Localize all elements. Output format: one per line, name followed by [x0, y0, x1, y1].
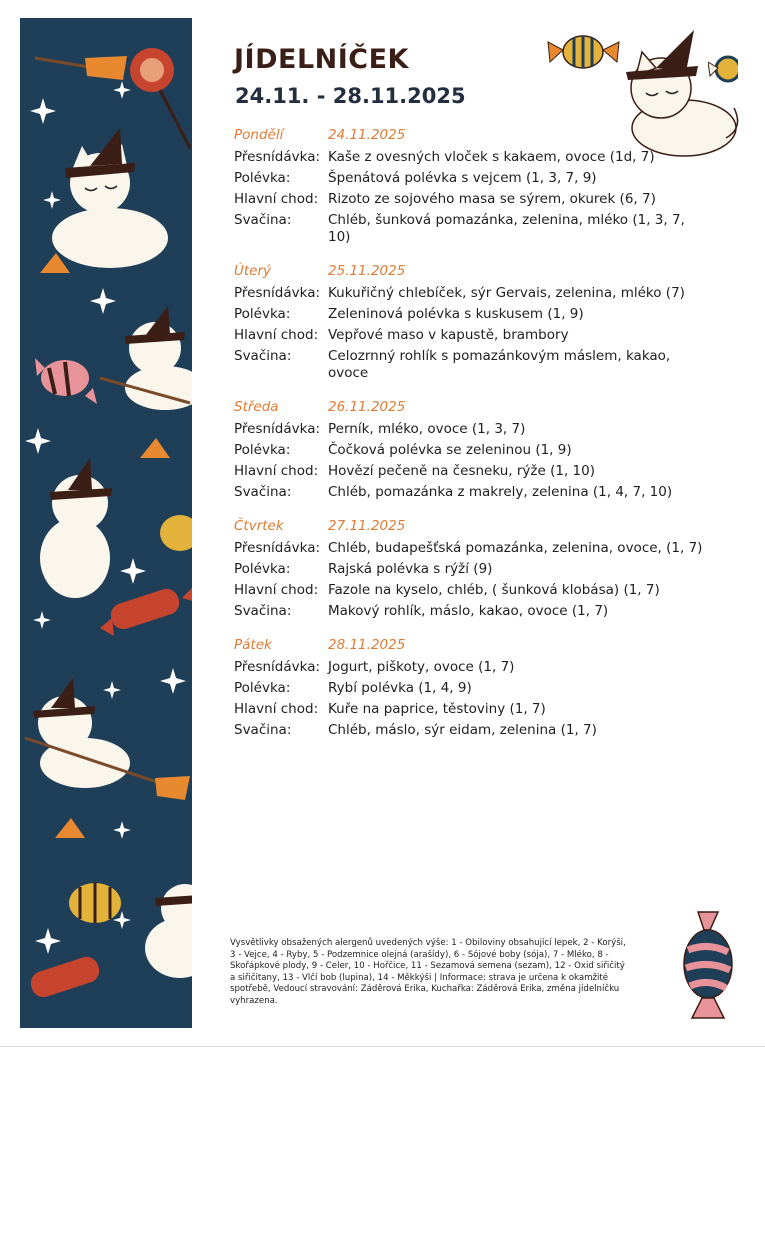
- meal-value: Chléb, šunková pomazánka, zelenina, mléko (1, 3, 7, 10): [328, 212, 685, 245]
- halloween-pattern-banner: [20, 18, 192, 1028]
- day-block: [234, 516, 704, 620]
- weekly-menu: [234, 125, 704, 754]
- meal-label: Svačina:: [234, 348, 292, 364]
- meal-row: [234, 582, 704, 599]
- meal-value: Zeleninová polévka s kuskusem (1, 9): [328, 306, 584, 322]
- meal-value: Celozrnný rohlík s pomazánkovým máslem, kakao, ovoce: [328, 348, 671, 381]
- meal-label: Přesnídávka:: [234, 659, 321, 675]
- meal-label: Hlavní chod:: [234, 191, 319, 207]
- meal-label: Svačina:: [234, 212, 292, 228]
- candy-icon: [69, 883, 121, 923]
- meal-label: Hlavní chod:: [234, 701, 319, 717]
- banner-pattern: [20, 18, 192, 1028]
- candy-icon: [100, 586, 192, 636]
- candy-corn-icon: [55, 818, 85, 838]
- meal-value: Špenátová polévka s vejcem (1, 3, 7, 9): [328, 170, 597, 186]
- day-header: [234, 397, 704, 417]
- candy-icon: [28, 954, 103, 1000]
- meal-row: [234, 212, 704, 246]
- meal-value: Rybí polévka (1, 4, 9): [328, 680, 472, 696]
- meal-label: Přesnídávka:: [234, 285, 321, 301]
- meal-value: Čočková polévka se zeleninou (1, 9): [328, 442, 572, 458]
- page-edge: [0, 1046, 765, 1047]
- meal-value: Kuře na paprice, těstoviny (1, 7): [328, 701, 546, 717]
- meal-label: Hlavní chod:: [234, 463, 319, 479]
- day-date: 26.11.2025: [328, 399, 406, 415]
- meal-label: Hlavní chod:: [234, 582, 319, 598]
- meal-row: [234, 306, 704, 323]
- meal-row: [234, 170, 704, 187]
- date-range: 24.11. - 28.11.2025: [235, 84, 466, 108]
- meal-row: [234, 701, 704, 718]
- lollipop-icon: [130, 48, 190, 148]
- meal-label: Hlavní chod:: [234, 327, 319, 343]
- day-date: 28.11.2025: [328, 637, 406, 653]
- meal-row: [234, 442, 704, 459]
- meal-label: Svačina:: [234, 603, 292, 619]
- meal-label: Přesnídávka:: [234, 149, 321, 165]
- meal-row: [234, 484, 704, 501]
- day-date: 25.11.2025: [328, 263, 406, 279]
- broom-icon: [35, 56, 127, 80]
- meal-row: [234, 191, 704, 208]
- meal-value: Fazole na kyselo, chléb, ( šunková klobása) (1, 7): [328, 582, 660, 598]
- meal-row: [234, 659, 704, 676]
- candy-icon: [160, 515, 192, 551]
- meal-label: Přesnídávka:: [234, 421, 321, 437]
- meal-label: Polévka:: [234, 306, 291, 322]
- candy-corn-icon: [140, 438, 170, 458]
- meal-value: Rizoto ze sojového masa se sýrem, okurek (6, 7): [328, 191, 656, 207]
- day-block: [234, 397, 704, 501]
- meal-row: [234, 285, 704, 302]
- day-header: [234, 261, 704, 281]
- meal-value: Kaše z ovesných vloček s kakaem, ovoce (1d, 7): [328, 149, 655, 165]
- day-block: [234, 635, 704, 739]
- day-name: Pondělí: [234, 127, 284, 143]
- witch-cat-icon: [100, 306, 192, 410]
- day-name: Pátek: [234, 637, 272, 653]
- day-block: [234, 125, 704, 246]
- day-header: [234, 516, 704, 536]
- day-header: [234, 125, 704, 145]
- meal-row: [234, 603, 704, 620]
- meal-row: [234, 348, 704, 382]
- meal-label: Polévka:: [234, 680, 291, 696]
- meal-row: [234, 540, 704, 557]
- meal-value: Jogurt, piškoty, ovoce (1, 7): [328, 659, 515, 675]
- meal-label: Svačina:: [234, 722, 292, 738]
- day-header: [234, 635, 704, 655]
- meal-value: Chléb, pomazánka z makrely, zelenina (1, 4, 7, 10): [328, 484, 673, 500]
- day-name: Čtvrtek: [234, 518, 284, 534]
- meal-row: [234, 680, 704, 697]
- day-block: [234, 261, 704, 382]
- candy-icon: [680, 910, 736, 1020]
- meal-row: [234, 327, 704, 344]
- meal-label: Polévka:: [234, 170, 291, 186]
- witch-cat-icon: [145, 884, 192, 978]
- meal-value: Chléb, máslo, sýr eidam, zelenina (1, 7): [328, 722, 597, 738]
- witch-cat-icon: [40, 458, 112, 598]
- meal-value: Rajská polévka s rýží (9): [328, 561, 493, 577]
- allergen-legend: Vysvětlivky obsažených alergenů uvedených výše: 1 - Obiloviny obsahující lepek, 2 - Korýši, 3 - Vejce, 4 - Ryby, 5 - Podzemnice olejná (arašídy), 6 - Sójové boby (sója), 7 - Mléko, 8 - Skořápkové plody, 9 - Celer, 10 - Hořčice, 11 - Sezamová semena (sezam), 12 - Oxid siřičitý a siřičitany, 13 - Vlčí bob (lupina), 14 - Měkkýši | Informace: strava je určena k okamžité spotřebě, Vedoucí stravování: Záděrová Erika, Kuchařka: Záděrová Erika, změna jídelníčku vyhrazena.: [230, 938, 626, 1006]
- meal-value: Makový rohlík, máslo, kakao, ovoce (1, 7): [328, 603, 609, 619]
- meal-value: Kukuřičný chlebíček, sýr Gervais, zelenina, mléko (7): [328, 285, 685, 301]
- meal-row: [234, 722, 704, 739]
- meal-label: Polévka:: [234, 561, 291, 577]
- meal-row: [234, 561, 704, 578]
- day-date: 27.11.2025: [328, 518, 406, 534]
- meal-label: Přesnídávka:: [234, 540, 321, 556]
- witch-cat-icon: [25, 678, 190, 800]
- day-date: 24.11.2025: [328, 127, 406, 143]
- meal-value: Vepřové maso v kapustě, brambory: [328, 327, 569, 343]
- witch-cat-icon: [52, 128, 168, 268]
- candy-icon: [35, 358, 97, 404]
- meal-label: Svačina:: [234, 484, 292, 500]
- page-title: JÍDELNÍČEK: [234, 44, 409, 75]
- day-name: Středa: [234, 399, 279, 415]
- meal-row: [234, 149, 704, 166]
- meal-row: [234, 463, 704, 480]
- meal-value: Perník, mléko, ovoce (1, 3, 7): [328, 421, 526, 437]
- candy-icon: [708, 52, 738, 86]
- meal-value: Hovězí pečeně na česneku, rýže (1, 10): [328, 463, 595, 479]
- meal-row: [234, 421, 704, 438]
- meal-value: Chléb, budapešťská pomazánka, zelenina, ovoce, (1, 7): [328, 540, 703, 556]
- day-name: Úterý: [234, 263, 272, 279]
- meal-label: Polévka:: [234, 442, 291, 458]
